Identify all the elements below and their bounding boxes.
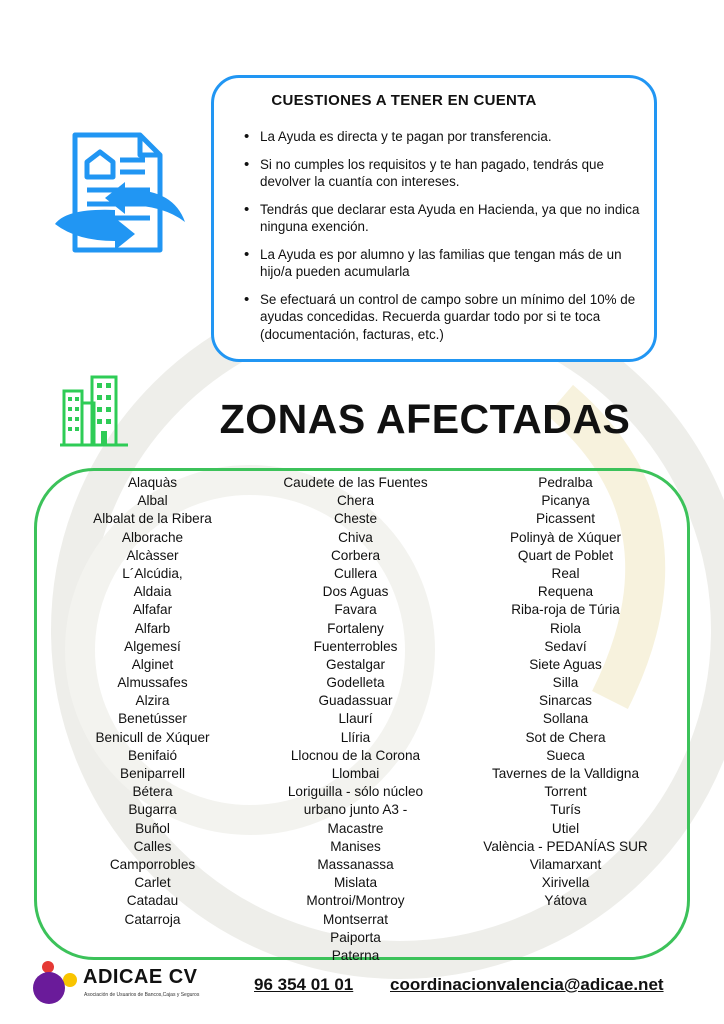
list-item: València - PEDANÍAS SUR — [483, 838, 648, 854]
zones-column-2 — [248, 474, 463, 965]
list-item: Caudete de las Fuentes — [283, 475, 428, 490]
list-item: Almussafes — [117, 675, 188, 691]
zones-title: ZONAS AFECTADAS — [219, 396, 631, 442]
list-item: Fortaleny — [327, 620, 384, 636]
list-item: Llocnou de la Corona — [290, 747, 421, 763]
list-item: Sinarcas — [539, 693, 592, 709]
list-item: Sedaví — [544, 638, 587, 654]
list-item: • Tendrás que declarar esta Ayuda en Hacienda, ya que no indica ninguna exención. — [244, 201, 644, 236]
list-item: • La Ayuda es directa y te pagan por transferencia. — [244, 128, 644, 146]
list-item: Loriguilla - sólo núcleo — [287, 784, 424, 800]
list-item: Alfafar — [132, 602, 173, 618]
list-item: Tavernes de la Valldigna — [491, 766, 640, 781]
brand-subtitle: Asociación de Usuarios de Bancos,Cajas y Seguros — [84, 992, 200, 998]
list-item: Manises — [330, 838, 381, 854]
list-item: Catarroja — [124, 911, 181, 927]
list-item: Riola — [550, 620, 581, 636]
list-item: Turís — [550, 802, 581, 818]
list-item: Chiva — [338, 529, 373, 545]
considerations-list — [244, 128, 644, 353]
list-item: Guadassuar — [318, 693, 393, 709]
list-item: Benetússer — [118, 711, 187, 727]
list-item: Aldaia — [133, 584, 172, 600]
list-item: Sollana — [542, 711, 589, 727]
list-item: Chera — [336, 493, 375, 509]
list-item: Llaurí — [338, 711, 373, 727]
list-item: Pedralba — [538, 475, 593, 490]
list-item: Dos Aguas — [322, 584, 389, 600]
list-item: Benifaió — [127, 747, 178, 763]
list-item: Llombai — [331, 766, 380, 781]
list-item: Silla — [552, 675, 579, 691]
list-item: Favara — [334, 602, 377, 618]
list-item: Paiporta — [330, 929, 381, 945]
list-item: Alborache — [121, 529, 184, 545]
list-item: Bétera — [132, 784, 173, 800]
buildings-icon — [58, 373, 130, 448]
list-item: Sueca — [546, 747, 585, 763]
list-item: • Se efectuará un control de campo sobre un mínimo del 10% de ayudas concedidas. Recuerda guardar todo por si te toca (documentación, facturas, etc.) — [244, 291, 644, 344]
list-item: • Si no cumples los requisitos y te han pagado, tendrás que devolver la cuantía con intereses. — [244, 156, 644, 191]
adicae-logo — [30, 958, 80, 1008]
list-item: Mislata — [333, 875, 378, 891]
list-item: Montserrat — [323, 911, 388, 927]
list-item: Alginet — [131, 656, 174, 672]
list-item: Benicull de Xúquer — [95, 729, 210, 745]
list-item: Cullera — [333, 565, 378, 581]
list-item: Calles — [133, 838, 172, 854]
list-item: Cheste — [333, 511, 378, 527]
list-item: Utiel — [551, 820, 580, 836]
list-item: Beniparrell — [120, 766, 185, 781]
list-item: Yátova — [544, 893, 587, 909]
list-item: Riba-roja de Túria — [511, 602, 620, 618]
list-item: Gestalgar — [326, 656, 385, 672]
list-item: Real — [551, 565, 580, 581]
list-item: Catadau — [126, 893, 179, 909]
list-item: • La Ayuda es por alumno y las familias que tengan más de un hijo/a pueden acumularla — [244, 246, 644, 281]
list-item: Vilamarxant — [529, 856, 602, 872]
list-item: Fuenterrobles — [313, 638, 398, 654]
list-item: Xirivella — [541, 875, 590, 891]
considerations-box — [211, 75, 657, 362]
phone-link[interactable]: 96 354 01 01 — [254, 975, 354, 994]
list-item: Alaquàs — [127, 475, 178, 490]
list-item: Albal — [137, 493, 168, 509]
zones-column-1 — [50, 474, 255, 929]
list-item: Paterna — [331, 947, 380, 963]
list-item: Picassent — [536, 511, 595, 527]
document-transfer-icon — [55, 130, 195, 270]
list-item: Macastre — [327, 820, 384, 836]
list-item: Polinyà de Xúquer — [509, 529, 622, 545]
list-item: Alcàsser — [126, 547, 179, 563]
list-item: Torrent — [544, 784, 587, 800]
list-item: Requena — [537, 584, 594, 600]
list-item: Camporrobles — [109, 856, 196, 872]
list-item: L´Alcúdia, — [122, 565, 183, 581]
list-item: Sot de Chera — [525, 729, 606, 745]
list-item: Algemesí — [124, 638, 181, 654]
list-item: urbano junto A3 - — [303, 802, 408, 818]
list-item: Massanassa — [317, 856, 394, 872]
list-item: Llíria — [340, 729, 371, 745]
brand-name: ADICAE CV — [83, 966, 198, 988]
list-item: Quart de Poblet — [517, 547, 614, 563]
list-item: Godelleta — [326, 675, 385, 691]
list-item: Buñol — [135, 820, 170, 836]
list-item: Alzira — [135, 693, 170, 709]
list-item: Bugarra — [128, 802, 177, 818]
list-item: Albalat de la Ribera — [93, 511, 212, 527]
list-item: Corbera — [330, 547, 381, 563]
list-item: Montroi/Montroy — [306, 893, 405, 909]
zones-column-3 — [463, 474, 668, 911]
email-link[interactable]: coordinacionvalencia@adicae.net — [390, 975, 664, 994]
list-item: Siete Aguas — [529, 656, 602, 672]
list-item: Alfarb — [134, 620, 171, 636]
considerations-title: CUESTIONES A TENER EN CUENTA — [271, 92, 537, 109]
list-item: Carlet — [134, 875, 171, 891]
list-item: Picanya — [541, 493, 590, 509]
